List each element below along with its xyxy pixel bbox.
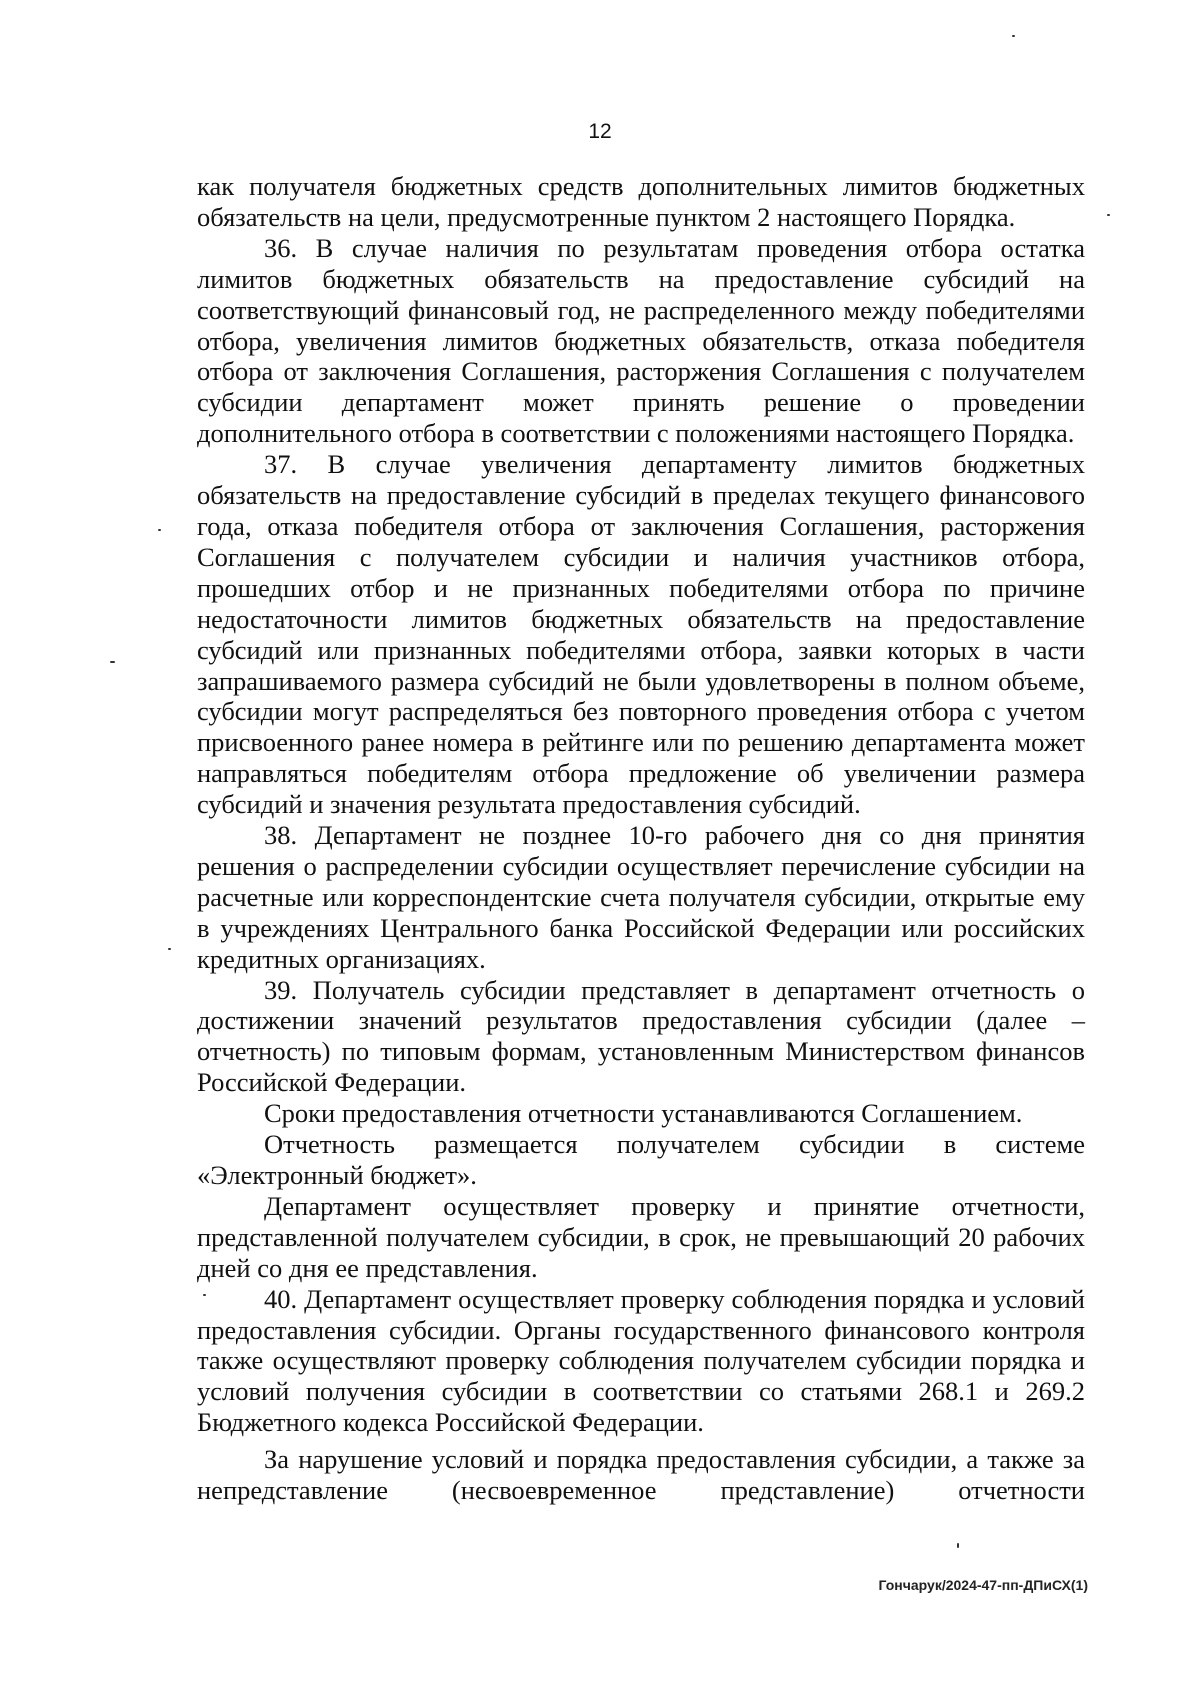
document-footer-code: Гончарук/2024-47-пп-ДПиСХ(1) bbox=[878, 1577, 1088, 1593]
scan-speck bbox=[1107, 214, 1110, 216]
paragraph-reporting-check: Департамент осуществляет проверку и принятие отчетности, представленной получателем субсидии, в срок, не превышающий 20 рабочих дней со дня ее представления. bbox=[197, 1190, 1085, 1283]
paragraph-item-38: 38. Департамент не позднее 10-го рабочего дня со дня принятия решения о распределении субсидии осуществляет перечисление субсидии на расчетные или корреспондентские счета получателя субсидии, открытые ему в учреждениях Центрального банка Российской Федерации или российских кредитных организациях. bbox=[197, 820, 1085, 974]
paragraph-continuation: как получателя бюджетных средств дополнительных лимитов бюджетных обязательств на цели, предусмотренные пунктом 2 настоящего Порядка. bbox=[197, 171, 1085, 232]
paragraph-item-36: 36. В случае наличия по результатам проведения отбора остатка лимитов бюджетных обязательств на предоставление субсидий на соответствующий финансовый год, не распределенного между победителями отбора, увеличения лимитов бюджетных обязательств, отказа победителя отбора от заключения Соглашения, расторжения Соглашения с получателем субсидии департамент может принять решение о проведении дополнительного отбора в соответствии с положениями настоящего Порядка. bbox=[197, 232, 1085, 449]
scan-speck bbox=[110, 661, 115, 663]
scan-speck bbox=[168, 948, 171, 950]
paragraph-item-40: 40. Департамент осуществляет проверку соблюдения порядка и условий предоставления субсидии. Органы государственного финансового контроля также осуществляют проверку соблюдения получателем субсидии порядка и условий получения субсидии в соответствии со статьями 268.1 и 269.2 Бюджетного кодекса Российской Федерации. bbox=[197, 1283, 1085, 1438]
scan-speck bbox=[957, 1543, 959, 1548]
scan-speck bbox=[1012, 35, 1015, 37]
paragraph-reporting-placement: Отчетность размещается получателем субсидии в системе «Электронный бюджет». bbox=[197, 1129, 1085, 1190]
paragraph-item-37: 37. В случае увеличения департаменту лимитов бюджетных обязательств на предоставление субсидий в пределах текущего финансового года, отказа победителя отбора от заключения Соглашения, расторжения Соглашения с получателем субсидии и наличия участников отбора, прошедших отбор и не признанных победителями отбора по причине недостаточности лимитов бюджетных обязательств на предоставление субсидий или признанных победителями отбора, заявки которых в части запрашиваемого размера субсидий не были удовлетворены в полном объеме, субсидии могут распределяться без повторного проведения отбора с учетом присвоенного ранее номера в рейтинге или по решению департамента может направляться победителям отбора предложение об увеличении размера субсидий и значения результата предоставления субсидий. bbox=[197, 449, 1085, 820]
scan-speck bbox=[158, 529, 161, 531]
paragraph-reporting-deadlines: Сроки предоставления отчетности устанавливаются Соглашением. bbox=[264, 1098, 1023, 1129]
document-body bbox=[197, 171, 1085, 1506]
paragraph-violations: За нарушение условий и порядка предоставления субсидии, а также за непредставление (несвоевременное представление) отчетности bbox=[197, 1444, 1085, 1506]
scan-speck bbox=[203, 1294, 206, 1296]
page-number: 12 bbox=[588, 120, 612, 143]
paragraph-item-39: 39. Получатель субсидии представляет в департамент отчетность о достижении значений результатов предоставления субсидии (далее – отчетность) по типовым формам, установленным Министерством финансов Российской Федерации. bbox=[197, 974, 1085, 1098]
